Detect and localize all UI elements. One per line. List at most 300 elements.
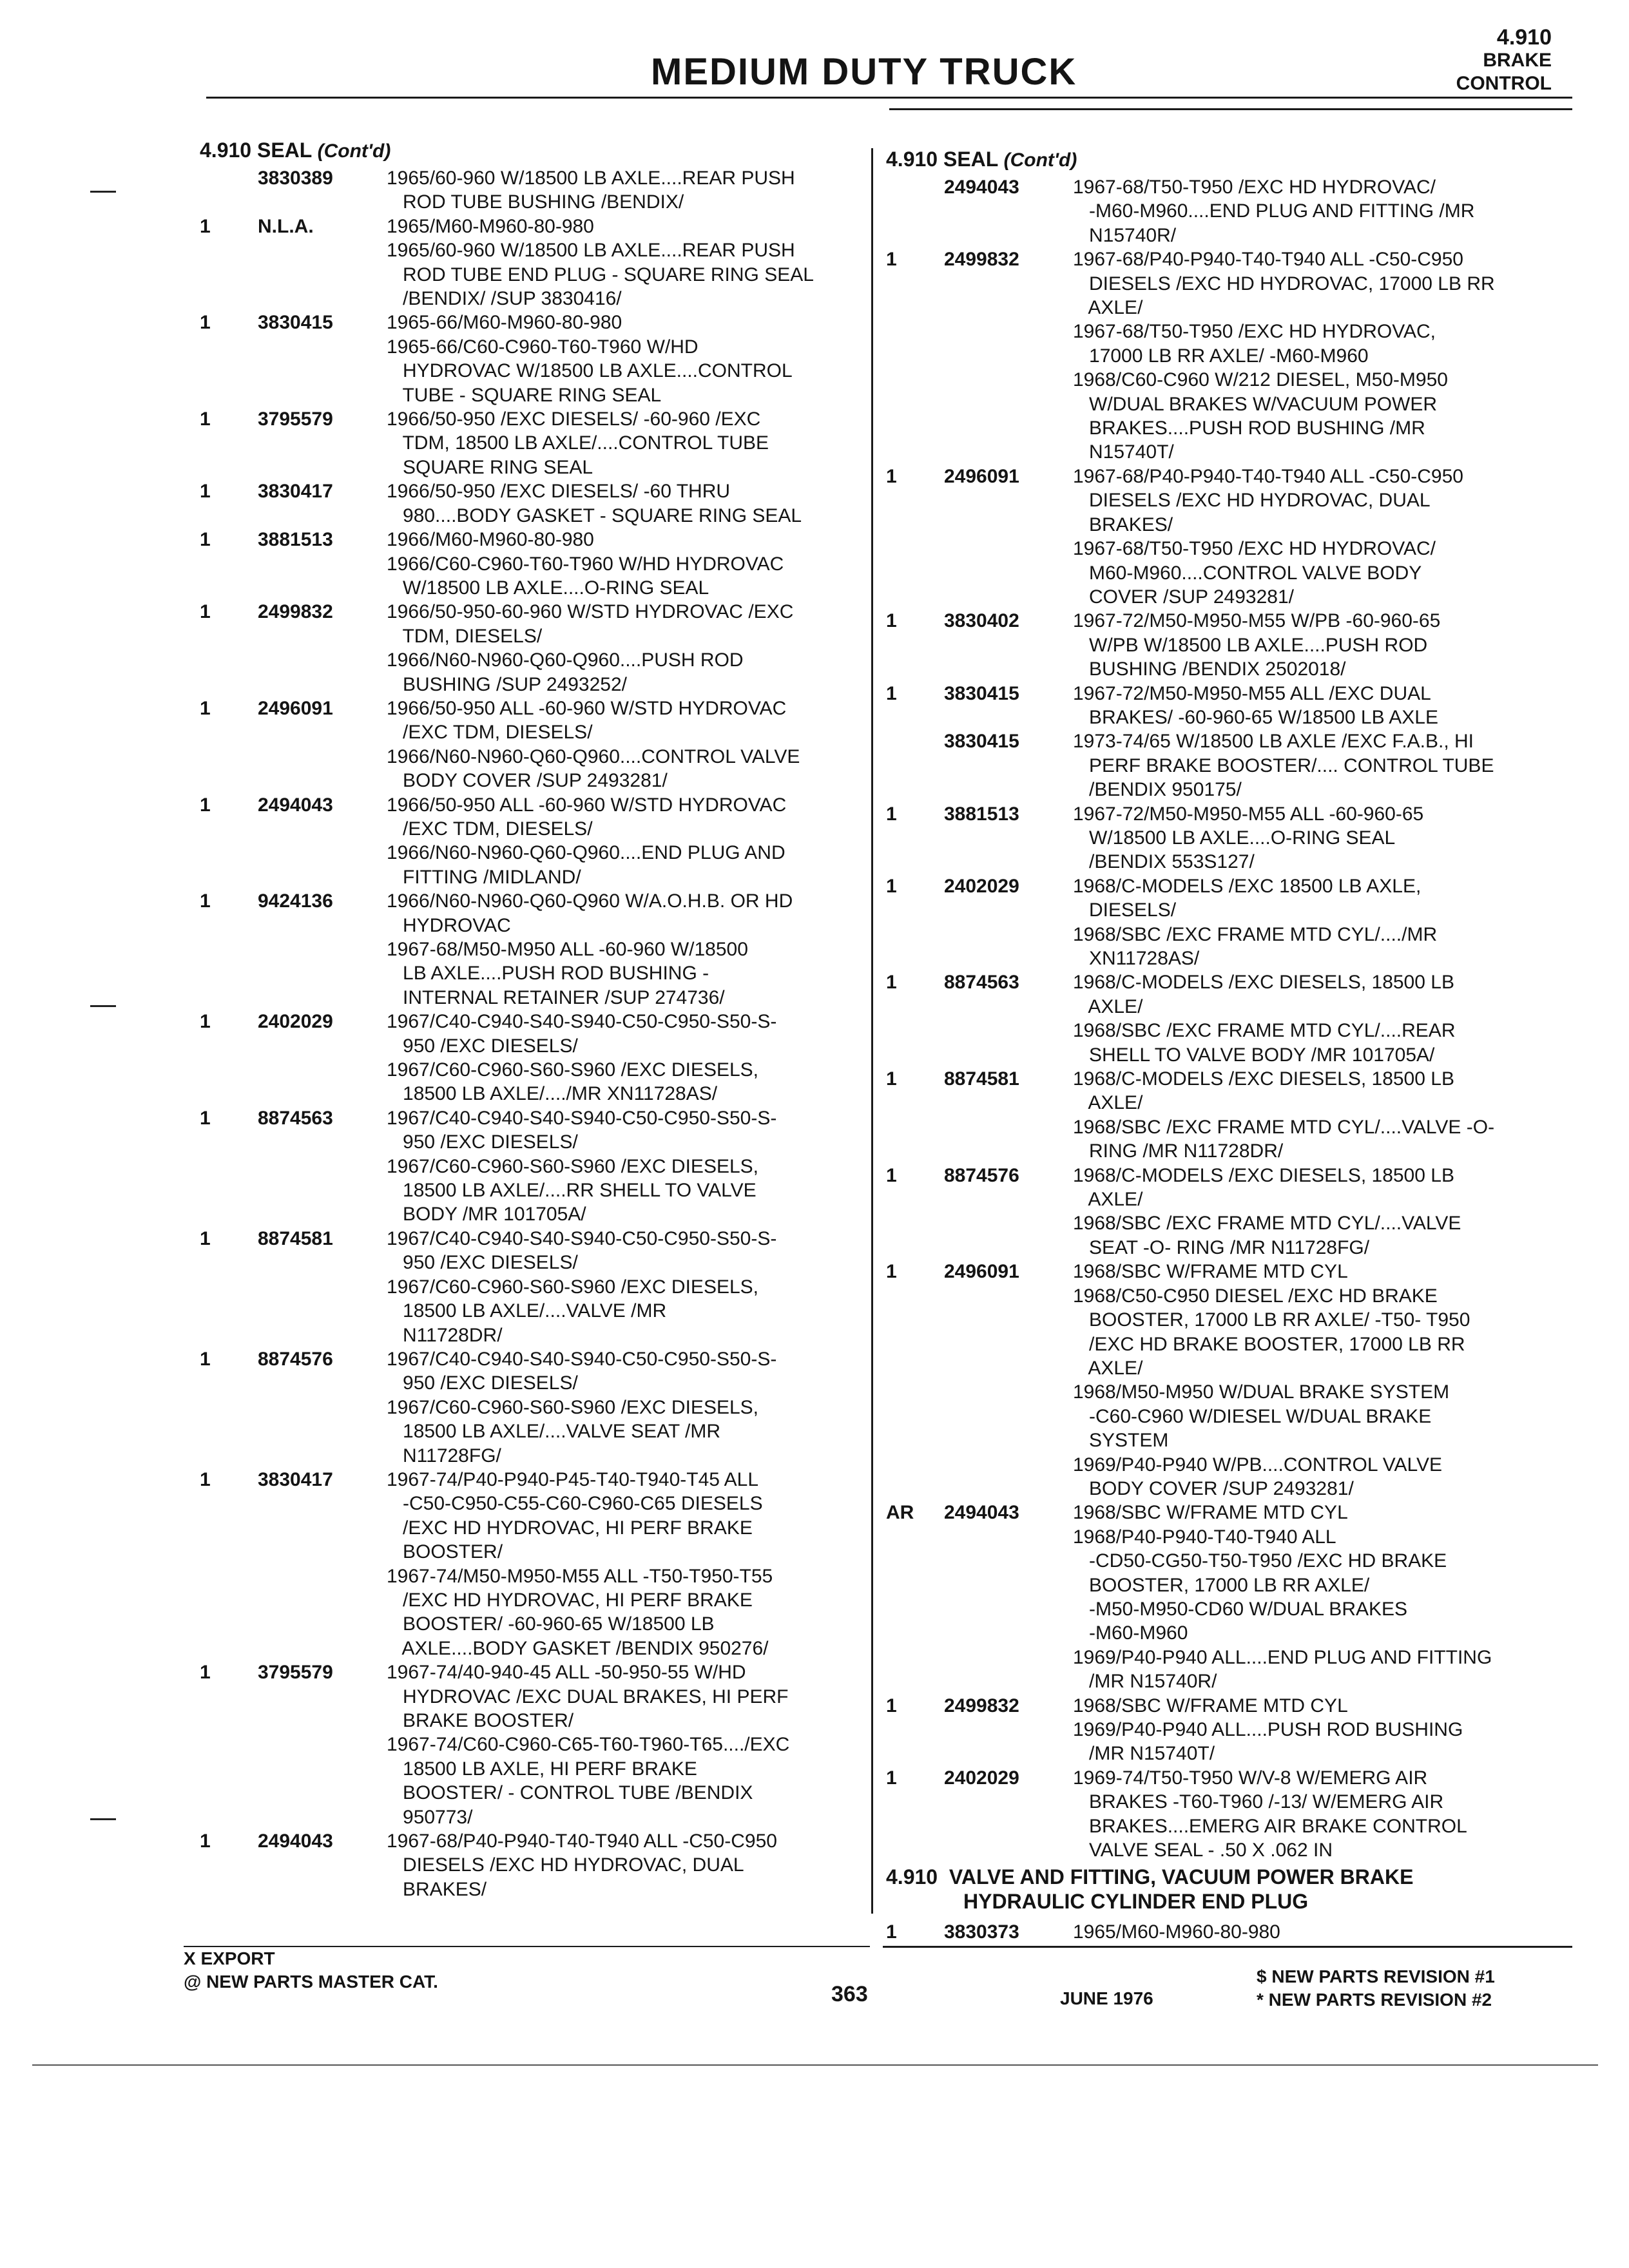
- part-number: 2402029: [944, 1767, 1019, 1789]
- left-column: [200, 134, 870, 1901]
- part-number: 8874576: [258, 1348, 333, 1370]
- quantity: AR: [886, 1502, 914, 1524]
- application-line: BRAKES/: [1073, 514, 1173, 535]
- part-number: 2494043: [258, 1831, 333, 1852]
- application-text: [1073, 1501, 1569, 1693]
- part-number: 3830373: [944, 1921, 1019, 1943]
- application-text: [387, 166, 870, 215]
- application-line: /EXC HD HYDROVAC, HI PERF BRAKE: [387, 1517, 753, 1539]
- application-line: 1967-68/P40-P940-T40-T940 ALL -C50-C950: [1073, 249, 1463, 271]
- part-number: 3830415: [258, 312, 333, 334]
- part-entry: [200, 1468, 870, 1660]
- application-text: [387, 1347, 870, 1468]
- application-line: 1966/50-950 /EXC DIESELS/ -60-960 /EXC: [387, 408, 761, 430]
- application-line: RING /MR N11728DR/: [1073, 1140, 1284, 1162]
- application-line: AXLE/: [1073, 1189, 1143, 1211]
- application-line: /BENDIX 553S127/: [1073, 851, 1255, 873]
- part-entry: [886, 970, 1569, 1067]
- application-line: 1968/C-MODELS /EXC DIESELS, 18500 LB: [1073, 972, 1454, 994]
- application-line: 1967/C60-C960-S60-S960 /EXC DIESELS,: [387, 1396, 758, 1418]
- legend-revision-2: * NEW PARTS REVISION #2: [1257, 1990, 1492, 2010]
- part-number: 3830417: [258, 481, 333, 503]
- application-line: AXLE/: [1073, 1357, 1143, 1379]
- application-line: -M60-M960....END PLUG AND FITTING /MR: [1073, 200, 1475, 222]
- legend-master-cat: @ NEW PARTS MASTER CAT.: [184, 1972, 438, 1992]
- parts-list: [200, 166, 870, 1901]
- part-number: 8874581: [258, 1227, 333, 1249]
- application-text: [1073, 175, 1569, 247]
- application-line: 1967-68/P40-P940-T40-T940 ALL -C50-C950: [1073, 465, 1463, 487]
- part-entry: [200, 407, 870, 479]
- application-text: [1073, 247, 1569, 465]
- page-number: 363: [831, 1982, 868, 2006]
- part-number: 3795579: [258, 408, 333, 430]
- part-entry: [200, 528, 870, 600]
- part-entry: [200, 1660, 870, 1829]
- quantity: 1: [200, 408, 211, 430]
- quantity: 1: [200, 1011, 211, 1033]
- application-line: 1966/N60-N960-Q60-Q960 W/A.O.H.B. OR HD: [387, 890, 793, 912]
- part-entry: [200, 600, 870, 697]
- quantity: 1: [886, 682, 897, 704]
- quantity: 1: [200, 1107, 211, 1129]
- application-line: 1969/P40-P940 ALL....PUSH ROD BUSHING: [1073, 1719, 1463, 1740]
- application-line: 1973-74/65 W/18500 LB AXLE /EXC F.A.B., HI: [1073, 731, 1474, 753]
- heading-number: 4.910: [886, 148, 938, 171]
- application-line: W/DUAL BRAKES W/VACUUM POWER: [1073, 393, 1438, 415]
- application-line: BRAKES/: [387, 1878, 487, 1900]
- quantity: 1: [200, 1348, 211, 1370]
- part-entry: [886, 1920, 1569, 1944]
- application-line: ROD TUBE END PLUG - SQUARE RING SEAL: [387, 264, 814, 285]
- application-line: /BENDIX 950175/: [1073, 779, 1242, 801]
- footer-rule-right: [883, 1946, 1572, 1948]
- application-line: AXLE/: [1073, 1092, 1143, 1114]
- application-line: 1968/SBC /EXC FRAME MTD CYL/..../MR: [1073, 923, 1438, 945]
- application-text: [387, 793, 870, 890]
- part-entry: [200, 793, 870, 890]
- margin-tick: [90, 191, 116, 193]
- application-text: [387, 1106, 870, 1227]
- part-number: 2494043: [944, 177, 1019, 198]
- part-number: 3830389: [258, 168, 333, 189]
- application-line: BOOSTER/ - CONTROL TUBE /BENDIX: [387, 1782, 753, 1804]
- quantity: 1: [886, 465, 897, 487]
- application-line: -M50-M950-CD60 W/DUAL BRAKES: [1073, 1598, 1408, 1620]
- quantity: 1: [200, 794, 211, 816]
- application-line: HYDROVAC W/18500 LB AXLE....CONTROL: [387, 360, 793, 382]
- application-line: 1967-74/M50-M950-M55 ALL -T50-T950-T55: [387, 1565, 773, 1587]
- application-line: -C50-C950-C55-C60-C960-C65 DIESELS: [387, 1493, 763, 1515]
- application-line: HYDROVAC /EXC DUAL BRAKES, HI PERF: [387, 1686, 789, 1707]
- quantity: 1: [200, 1831, 211, 1852]
- footer-legend-right: [1257, 1965, 1495, 2012]
- part-number: 2402029: [944, 875, 1019, 897]
- application-line: 18500 LB AXLE/....RR SHELL TO VALVE: [387, 1180, 757, 1202]
- heading-number: 4.910: [200, 139, 252, 162]
- application-line: 1968/C-MODELS /EXC 18500 LB AXLE,: [1073, 875, 1422, 897]
- part-entry: [200, 1227, 870, 1347]
- application-line: 1966/N60-N960-Q60-Q960....END PLUG AND: [387, 842, 786, 864]
- application-line: VALVE SEAL - .50 X .062 IN: [1073, 1840, 1333, 1861]
- quantity: 1: [886, 1695, 897, 1716]
- quantity: 1: [200, 529, 211, 551]
- application-line: 1967/C40-C940-S40-S940-C50-C950-S50-S-: [387, 1011, 777, 1033]
- part-entry: [200, 166, 870, 215]
- application-line: 1967/C40-C940-S40-S940-C50-C950-S50-S-: [387, 1348, 777, 1370]
- application-line: 1967-74/40-940-45 ALL -50-950-55 W/HD: [387, 1662, 746, 1684]
- quantity: 1: [886, 1164, 897, 1186]
- part-number: 2499832: [944, 1695, 1019, 1716]
- section-heading: [200, 134, 870, 166]
- part-entry: [886, 729, 1569, 802]
- application-line: 1968/C-MODELS /EXC DIESELS, 18500 LB: [1073, 1068, 1454, 1090]
- application-line: 950 /EXC DIESELS/: [387, 1035, 578, 1057]
- application-line: 1968/SBC /EXC FRAME MTD CYL/....REAR: [1073, 1020, 1456, 1042]
- legend-revision-1: $ NEW PARTS REVISION #1: [1257, 1966, 1495, 1986]
- application-line: ROD TUBE BUSHING /BENDIX/: [387, 191, 684, 213]
- section-number: 4.910: [1496, 25, 1552, 50]
- application-line: DIESELS/: [1073, 899, 1177, 921]
- application-text: [387, 697, 870, 793]
- part-number: 9424136: [258, 890, 333, 912]
- application-line: 950 /EXC DIESELS/: [387, 1372, 578, 1394]
- application-text: [1073, 1920, 1569, 1944]
- quantity: 1: [200, 215, 211, 237]
- application-text: [1073, 682, 1569, 730]
- part-number: 8874563: [944, 972, 1019, 994]
- application-line: 1966/50-950 ALL -60-960 W/STD HYDROVAC: [387, 697, 787, 719]
- column-divider: [871, 148, 873, 1914]
- application-line: 1967/C40-C940-S40-S940-C50-C950-S50-S-: [387, 1227, 777, 1249]
- part-entry: [200, 479, 870, 528]
- application-line: 1967-68/T50-T950 /EXC HD HYDROVAC/: [1073, 177, 1436, 198]
- application-line: W/18500 LB AXLE....O-RING SEAL: [1073, 827, 1396, 849]
- application-line: 1965/60-960 W/18500 LB AXLE....REAR PUSH: [387, 240, 795, 262]
- part-number: 2494043: [258, 794, 333, 816]
- application-line: DIESELS /EXC HD HYDROVAC, 17000 LB RR: [1073, 273, 1495, 294]
- application-line: HYDROVAC: [387, 914, 511, 936]
- part-number: 3830415: [944, 682, 1019, 704]
- application-line: 950 /EXC DIESELS/: [387, 1131, 578, 1153]
- part-entry: [886, 1067, 1569, 1164]
- application-line: 1968/SBC /EXC FRAME MTD CYL/....VALVE: [1073, 1213, 1461, 1235]
- quantity: 1: [200, 890, 211, 912]
- application-line: /EXC HD BRAKE BOOSTER, 17000 LB RR: [1073, 1333, 1465, 1355]
- application-line: /EXC TDM, DIESELS/: [387, 722, 593, 744]
- application-line: -CD50-CG50-T50-T950 /EXC HD BRAKE: [1073, 1550, 1447, 1572]
- application-text: [1073, 970, 1569, 1067]
- section-heading: [886, 143, 1569, 175]
- right-column: [886, 143, 1569, 1945]
- application-line: 1966/N60-N960-Q60-Q960....PUSH ROD: [387, 649, 744, 671]
- application-line: BRAKES....EMERG AIR BRAKE CONTROL: [1073, 1815, 1467, 1837]
- application-line: BRAKES....PUSH ROD BUSHING /MR: [1073, 418, 1425, 439]
- application-text: [387, 889, 870, 1010]
- part-number: 3795579: [258, 1662, 333, 1684]
- application-line: XN11728AS/: [1073, 948, 1200, 969]
- quantity: 1: [200, 697, 211, 719]
- part-number: 3830417: [258, 1468, 333, 1490]
- header-rule: [206, 97, 1572, 99]
- application-line: BRAKE BOOSTER/: [387, 1710, 574, 1731]
- application-text: [1073, 802, 1569, 874]
- application-line: DIESELS /EXC HD HYDROVAC, DUAL: [1073, 490, 1431, 512]
- quantity: 1: [886, 1767, 897, 1789]
- part-number: 8874563: [258, 1107, 333, 1129]
- application-line: 1967/C40-C940-S40-S940-C50-C950-S50-S-: [387, 1107, 777, 1129]
- application-line: N15740R/: [1073, 224, 1177, 246]
- application-line: /BENDIX/ /SUP 3830416/: [387, 288, 622, 310]
- quantity: 1: [200, 1662, 211, 1684]
- quantity: 1: [200, 601, 211, 623]
- application-line: 18500 LB AXLE/....VALVE SEAT /MR: [387, 1421, 721, 1443]
- part-entry: [200, 215, 870, 311]
- quantity: 1: [886, 875, 897, 897]
- quantity: 1: [886, 1921, 897, 1943]
- application-line: 1966/M60-M960-80-980: [387, 529, 594, 551]
- quantity: 1: [200, 1227, 211, 1249]
- page-title: MEDIUM DUTY TRUCK: [651, 51, 1077, 93]
- section-block: [1456, 26, 1552, 95]
- application-line: BOOSTER, 17000 LB RR AXLE/ -T50- T950: [1073, 1309, 1470, 1331]
- part-entry: [200, 889, 870, 1010]
- part-entry: [200, 1010, 870, 1106]
- quantity: 1: [886, 972, 897, 994]
- application-line: N15740T/: [1073, 441, 1174, 463]
- application-line: AXLE/: [1073, 995, 1143, 1017]
- application-text: [387, 407, 870, 479]
- heading-name: SEAL: [256, 139, 312, 162]
- application-line: PERF BRAKE BOOSTER/.... CONTROL TUBE: [1073, 754, 1494, 776]
- quantity: 1: [886, 1261, 897, 1283]
- application-line: TDM, DIESELS/: [387, 625, 543, 647]
- application-line: 1966/50-950 /EXC DIESELS/ -60 THRU: [387, 481, 731, 503]
- application-line: 1967-68/T50-T950 /EXC HD HYDROVAC,: [1073, 321, 1436, 343]
- application-line: 1969/P40-P940 W/PB....CONTROL VALVE: [1073, 1454, 1443, 1475]
- application-line: 1967-72/M50-M950-M55 ALL -60-960-65: [1073, 803, 1424, 825]
- part-number: 3881513: [944, 803, 1019, 825]
- application-line: 1965/60-960 W/18500 LB AXLE....REAR PUSH: [387, 168, 795, 189]
- application-line: /MR N15740R/: [1073, 1671, 1217, 1693]
- application-line: AXLE....BODY GASKET /BENDIX 950276/: [387, 1637, 769, 1659]
- part-entry: [200, 1829, 870, 1901]
- heading-contd: (Cont'd): [317, 140, 391, 162]
- part-entry: [200, 1106, 870, 1227]
- application-line: 1968/SBC W/FRAME MTD CYL: [1073, 1502, 1348, 1524]
- application-line: BUSHING /SUP 2493252/: [387, 673, 627, 695]
- section-heading-valve: [886, 1865, 1569, 1914]
- application-line: 1967/C60-C960-S60-S960 /EXC DIESELS,: [387, 1059, 758, 1081]
- margin-tick: [90, 1005, 116, 1007]
- part-number: 3830415: [944, 731, 1019, 753]
- application-line: 1965/M60-M960-80-980: [1073, 1921, 1280, 1943]
- application-line: BRAKES/ -60-960-65 W/18500 LB AXLE: [1073, 706, 1438, 728]
- application-line: /MR N15740T/: [1073, 1743, 1215, 1765]
- application-line: 1969-74/T50-T950 W/V-8 W/EMERG AIR: [1073, 1767, 1428, 1789]
- heading-contd: (Cont'd): [1003, 149, 1077, 171]
- application-line: AXLE/: [1073, 297, 1143, 319]
- application-line: FITTING /MIDLAND/: [387, 866, 581, 888]
- heading-line2: HYDRAULIC CYLINDER END PLUG: [963, 1890, 1309, 1914]
- application-line: LB AXLE....PUSH ROD BUSHING -: [387, 963, 709, 985]
- application-text: [1073, 729, 1569, 802]
- heading-name: SEAL: [943, 148, 998, 171]
- margin-tick: [90, 1818, 116, 1820]
- publication-date: JUNE 1976: [1060, 1988, 1153, 2008]
- application-line: COVER /SUP 2493281/: [1073, 586, 1294, 608]
- application-line: 1967/C60-C960-S60-S960 /EXC DIESELS,: [387, 1276, 758, 1298]
- application-line: 1966/50-950 ALL -60-960 W/STD HYDROVAC: [387, 794, 787, 816]
- part-entry: [886, 1164, 1569, 1260]
- application-line: BODY COVER /SUP 2493281/: [1073, 1477, 1354, 1499]
- quantity: 1: [886, 249, 897, 271]
- application-line: M60-M960....CONTROL VALVE BODY: [1073, 562, 1422, 584]
- application-line: DIESELS /EXC HD HYDROVAC, DUAL: [387, 1854, 744, 1876]
- application-line: 18500 LB AXLE/....VALVE /MR: [387, 1300, 667, 1322]
- application-line: 1967-72/M50-M950-M55 ALL /EXC DUAL: [1073, 682, 1431, 704]
- quantity: 1: [200, 312, 211, 334]
- part-entry: [886, 609, 1569, 681]
- application-text: [1073, 1260, 1569, 1501]
- application-text: [387, 1468, 870, 1660]
- application-line: BOOSTER/: [387, 1541, 503, 1563]
- application-line: 950 /EXC DIESELS/: [387, 1252, 578, 1274]
- application-line: INTERNAL RETAINER /SUP 274736/: [387, 986, 725, 1008]
- application-line: 1968/P40-P940-T40-T940 ALL: [1073, 1526, 1336, 1548]
- application-line: 1966/50-950-60-960 W/STD HYDROVAC /EXC: [387, 601, 794, 623]
- section-name-line2: CONTROL: [1456, 73, 1552, 94]
- application-text: [387, 600, 870, 697]
- part-number: 2499832: [258, 601, 333, 623]
- application-text: [387, 1829, 870, 1901]
- application-line: 1967-68/M50-M950 ALL -60-960 W/18500: [387, 939, 748, 960]
- part-entry: [886, 1766, 1569, 1863]
- application-text: [1073, 1164, 1569, 1260]
- application-text: [1073, 1067, 1569, 1164]
- application-line: 1967-68/T50-T950 /EXC HD HYDROVAC/: [1073, 538, 1436, 560]
- part-entry: [200, 1347, 870, 1468]
- application-line: 1968/C60-C960 W/212 DIESEL, M50-M950: [1073, 369, 1448, 391]
- application-line: /EXC TDM, DIESELS/: [387, 818, 593, 840]
- application-text: [1073, 1766, 1569, 1863]
- part-entry: [886, 682, 1569, 730]
- right-header-rule: [889, 108, 1572, 110]
- application-text: [387, 215, 870, 311]
- part-entry: [886, 802, 1569, 874]
- application-text: [387, 311, 870, 407]
- quantity: 1: [200, 1468, 211, 1490]
- application-line: SHELL TO VALVE BODY /MR 101705A/: [1073, 1044, 1435, 1066]
- application-line: 1968/C50-C950 DIESEL /EXC HD BRAKE: [1073, 1285, 1438, 1307]
- part-entry: [886, 1501, 1569, 1693]
- part-entry: [886, 1694, 1569, 1766]
- part-entry: [200, 311, 870, 407]
- application-line: TUBE - SQUARE RING SEAL: [387, 384, 662, 406]
- section-name-line1: BRAKE: [1483, 50, 1552, 71]
- application-line: 1967-72/M50-M950-M55 W/PB -60-960-65: [1073, 610, 1441, 632]
- application-line: SYSTEM: [1073, 1430, 1169, 1452]
- application-line: 1969/P40-P940 ALL....END PLUG AND FITTING: [1073, 1646, 1492, 1668]
- application-line: 1968/SBC W/FRAME MTD CYL: [1073, 1261, 1348, 1283]
- application-line: N11728FG/: [387, 1445, 501, 1466]
- application-line: 1968/C-MODELS /EXC DIESELS, 18500 LB: [1073, 1164, 1454, 1186]
- application-line: BRAKES -T60-T960 /-13/ W/EMERG AIR: [1073, 1791, 1444, 1813]
- application-text: [1073, 609, 1569, 681]
- application-line: 18500 LB AXLE, HI PERF BRAKE: [387, 1758, 697, 1780]
- application-text: [387, 1660, 870, 1829]
- application-line: 1966/N60-N960-Q60-Q960....CONTROL VALVE: [387, 745, 800, 767]
- part-number: N.L.A.: [258, 215, 314, 237]
- quantity: 1: [886, 803, 897, 825]
- heading-line1: 4.910 VALVE AND FITTING, VACUUM POWER BRAKE: [886, 1865, 1414, 1889]
- application-line: 1965/M60-M960-80-980: [387, 215, 594, 237]
- application-line: 980....BODY GASKET - SQUARE RING SEAL: [387, 505, 802, 526]
- application-line: 1968/SBC /EXC FRAME MTD CYL/....VALVE -O-: [1073, 1116, 1495, 1138]
- part-number: 8874581: [944, 1068, 1019, 1090]
- application-line: TDM, 18500 LB AXLE/....CONTROL TUBE: [387, 432, 769, 454]
- application-line: 1967-68/P40-P940-T40-T940 ALL -C50-C950: [387, 1831, 777, 1852]
- part-number: 3881513: [258, 529, 333, 551]
- application-line: W/PB W/18500 LB AXLE....PUSH ROD: [1073, 634, 1428, 656]
- quantity: 1: [886, 1068, 897, 1090]
- application-line: 17000 LB RR AXLE/ -M60-M960: [1073, 345, 1369, 367]
- application-line: 1965-66/M60-M960-80-980: [387, 312, 622, 334]
- part-entry: [886, 175, 1569, 247]
- part-number: 2496091: [944, 1261, 1019, 1283]
- part-number: 2494043: [944, 1502, 1019, 1524]
- application-line: 1968/M50-M950 W/DUAL BRAKE SYSTEM: [1073, 1381, 1450, 1403]
- part-number: 2499832: [944, 249, 1019, 271]
- application-line: 1965-66/C60-C960-T60-T960 W/HD: [387, 336, 699, 358]
- application-text: [387, 1010, 870, 1106]
- application-line: -C60-C960 W/DIESEL W/DUAL BRAKE: [1073, 1405, 1432, 1427]
- part-entry: [886, 247, 1569, 465]
- part-number: 3830402: [944, 610, 1019, 632]
- part-number: 2402029: [258, 1011, 333, 1033]
- footer-legend-left: [184, 1947, 438, 1994]
- application-line: 1966/C60-C960-T60-T960 W/HD HYDROVAC: [387, 553, 784, 575]
- application-line: 1967-74/C60-C960-C65-T60-T960-T65..../EXC: [387, 1734, 790, 1756]
- part-number: 8874576: [944, 1164, 1019, 1186]
- application-line: 1968/SBC W/FRAME MTD CYL: [1073, 1695, 1348, 1716]
- application-line: BODY /MR 101705A/: [387, 1204, 586, 1225]
- application-line: BOOSTER, 17000 LB RR AXLE/: [1073, 1574, 1370, 1596]
- application-line: -M60-M960: [1073, 1622, 1188, 1644]
- application-line: /EXC HD HYDROVAC, HI PERF BRAKE: [387, 1589, 753, 1611]
- application-line: BODY COVER /SUP 2493281/: [387, 770, 668, 792]
- application-line: N11728DR/: [387, 1324, 503, 1346]
- part-number: 2496091: [944, 465, 1019, 487]
- application-line: 950773/: [387, 1806, 473, 1828]
- application-line: 18500 LB AXLE/..../MR XN11728AS/: [387, 1083, 718, 1105]
- application-line: 1967/C60-C960-S60-S960 /EXC DIESELS,: [387, 1155, 758, 1177]
- application-text: [387, 1227, 870, 1347]
- quantity: 1: [886, 610, 897, 632]
- parts-list: [886, 175, 1569, 1862]
- scan-edge-rule: [32, 2064, 1598, 2066]
- application-line: W/18500 LB AXLE....O-RING SEAL: [387, 577, 709, 599]
- part-entry: [886, 874, 1569, 971]
- application-text: [1073, 1694, 1569, 1766]
- part-entry: [200, 697, 870, 793]
- application-text: [387, 479, 870, 528]
- application-text: [387, 528, 870, 600]
- application-line: SEAT -O- RING /MR N11728FG/: [1073, 1236, 1370, 1258]
- part-number: 2496091: [258, 697, 333, 719]
- application-line: BUSHING /BENDIX 2502018/: [1073, 658, 1346, 680]
- application-text: [1073, 874, 1569, 971]
